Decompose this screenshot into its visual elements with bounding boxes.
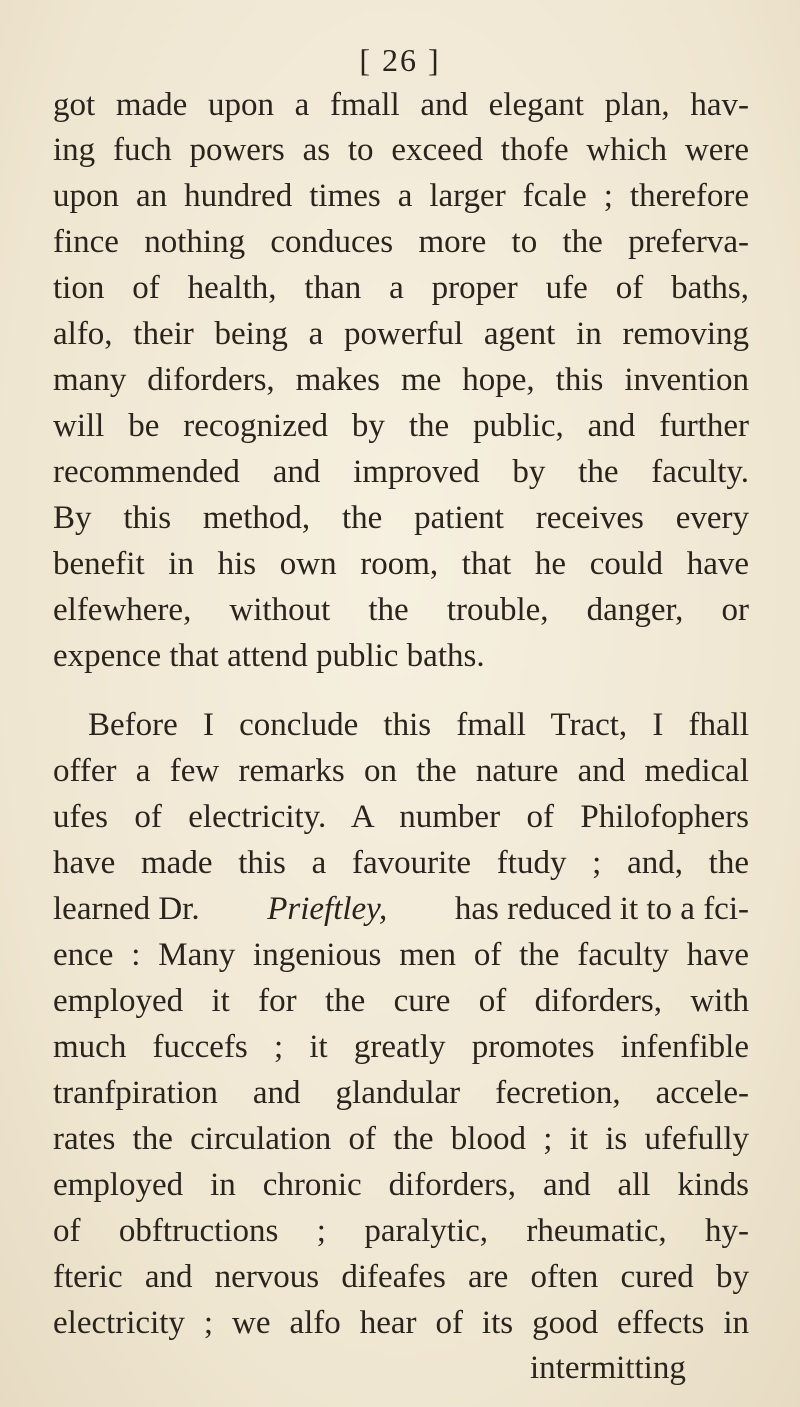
text-line: upon an hundred times a larger fcale ; therefore xyxy=(53,178,749,214)
text-line: recommended and improved by the faculty. xyxy=(53,454,749,490)
text-line: electricity ; we alfo hear of its good effects in xyxy=(53,1305,749,1341)
text-line: rates the circulation of the blood ; it is ufefully xyxy=(53,1121,749,1157)
text-fragment: learned Dr. xyxy=(53,891,200,927)
text-line: Before I conclude this fmall Tract, I fhall xyxy=(88,707,749,743)
text-line: employed it for the cure of diforders, with xyxy=(53,983,749,1019)
text-line: benefit in his own room, that he could have xyxy=(53,546,749,582)
text-line: of obftructions ; paralytic, rheumatic, hy- xyxy=(53,1213,749,1249)
text-fragment: has reduced it to a fci- xyxy=(454,891,749,927)
text-line: tranfpiration and glandular fecretion, accele- xyxy=(53,1075,749,1111)
text-line: ence : Many ingenious men of the faculty have xyxy=(53,937,749,973)
text-line: fteric and nervous difeafes are often cured by xyxy=(53,1259,749,1295)
text-line: ing fuch powers as to exceed thofe which were xyxy=(53,132,749,168)
text-line-with-name xyxy=(53,889,749,929)
catchword: intermitting xyxy=(530,1350,686,1386)
name-priestley: Prieftley, xyxy=(267,891,388,927)
text-line: ufes of electricity. A number of Philofophers xyxy=(53,799,749,835)
page-number: [ 26 ] xyxy=(359,42,441,78)
text-line: have made this a favourite ftudy ; and, the xyxy=(53,845,749,881)
text-line: tion of health, than a proper ufe of baths, xyxy=(53,270,749,306)
text-line: employed in chronic diforders, and all kinds xyxy=(53,1167,749,1203)
text-line: fince nothing conduces more to the preferva- xyxy=(53,224,749,260)
text-line: much fuccefs ; it greatly promotes infenfible xyxy=(53,1029,749,1065)
text-line: alfo, their being a powerful agent in removing xyxy=(53,316,749,352)
text-line: expence that attend public baths. xyxy=(53,638,485,674)
text-line: By this method, the patient receives every xyxy=(53,500,749,536)
text-line: got made upon a fmall and elegant plan, hav- xyxy=(53,87,749,123)
text-line: many diforders, makes me hope, this invention xyxy=(53,362,749,398)
text-line: elfewhere, without the trouble, danger, or xyxy=(53,592,749,628)
text-line: will be recognized by the public, and further xyxy=(53,408,749,444)
text-line: offer a few remarks on the nature and medical xyxy=(53,753,749,789)
